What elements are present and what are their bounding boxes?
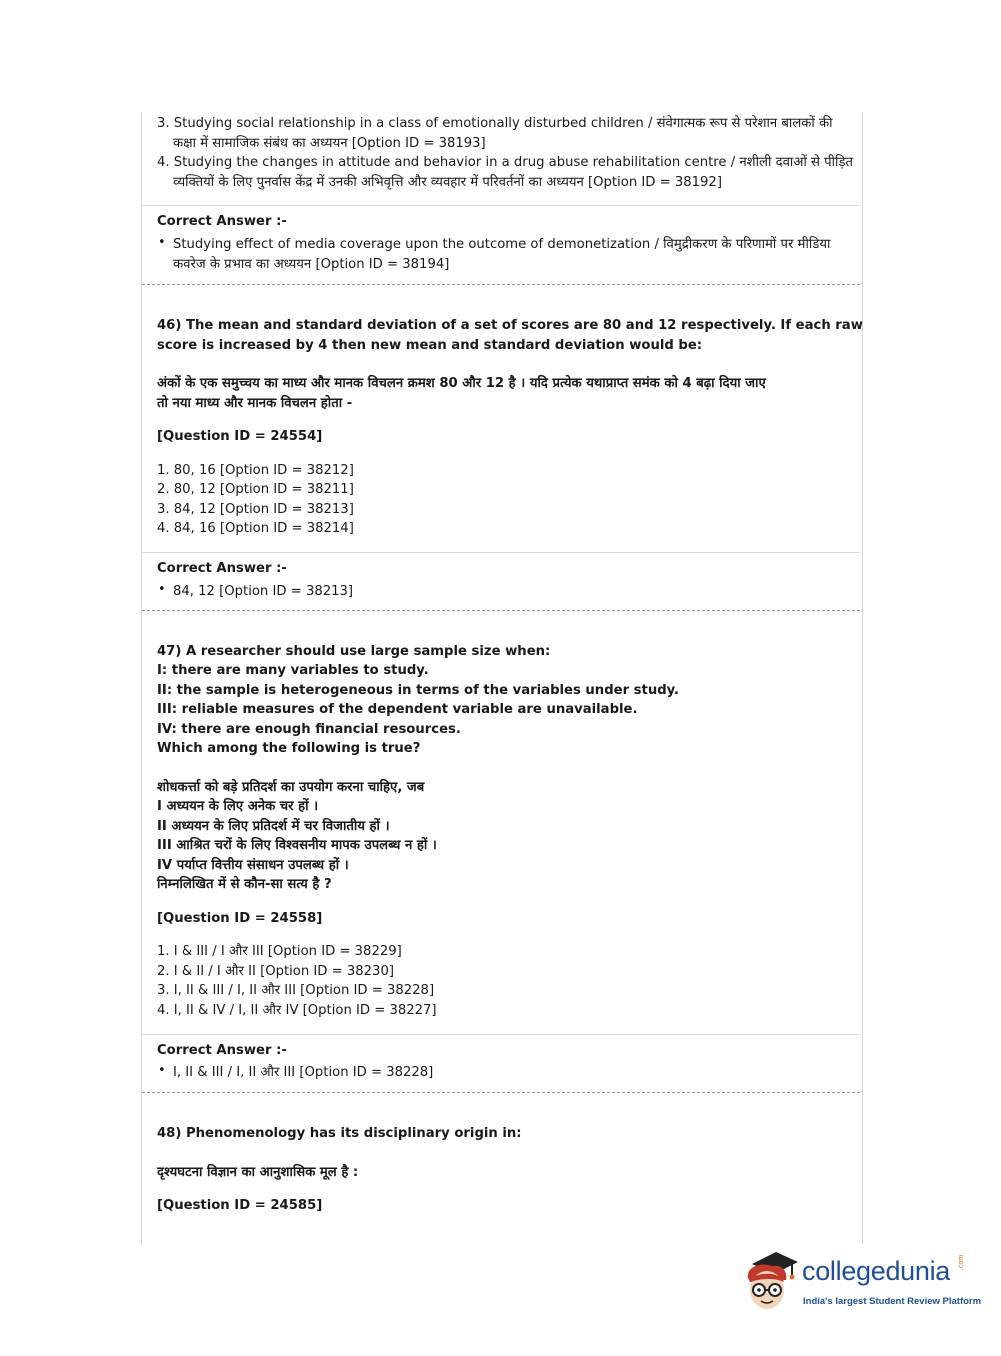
q47-question-en-line1: 47) A researcher should use large sample size when: (157, 644, 551, 659)
divider (142, 1034, 860, 1035)
q48-question-id: [Question ID = 24585] (157, 1198, 323, 1213)
q46-question-hi-line2: तो नया माध्य और मानक विचलन होता - (157, 396, 353, 411)
bullet-icon: • (158, 235, 166, 250)
q46-option-4: 4. 84, 16 [Option ID = 38214] (157, 521, 354, 536)
q45-correct-line2: कवरेज के प्रभाव का अध्ययन [Option ID = 38194] (173, 257, 450, 272)
q46-option-3: 3. 84, 12 [Option ID = 38213] (157, 502, 354, 517)
divider (142, 205, 860, 206)
q47-option-4: 4. I, II & IV / I, II और IV [Option ID = 38227] (157, 1003, 437, 1018)
q46-question-hi-line1: अंकों के एक समुच्चय का माध्य और मानक विचलन क्रमश 80 और 12 है । यदि प्रत्येक यथाप्राप्त समंक को 4 बढ़ा दिया जाए (157, 376, 766, 391)
q47-option-3: 3. I, II & III / I, II और III [Option ID = 38228] (157, 983, 435, 998)
q45-option-4-line1: 4. Studying the changes in attitude and behavior in a drug abuse rehabilitation centre / नशीली दवाओं से पीड़ित (157, 155, 854, 170)
logo-tagline: India's largest Student Review Platform (803, 1296, 982, 1307)
q45-correct-label: Correct Answer :- (157, 214, 287, 229)
divider (142, 552, 860, 553)
q46-question-en-line2: score is increased by 4 then new mean and standard deviation would be: (157, 338, 703, 353)
q47-question-hi-line2: I अध्ययन के लिए अनेक चर हों । (157, 799, 319, 814)
q47-question-en-line4: III: reliable measures of the dependent variable are unavailable. (157, 702, 638, 717)
q45-option-4-line2: व्यक्तियों के लिए पुनर्वास केंद्र में उनकी अभिवृत्ति और व्यवहार में परिवर्तनों का अध्ययन [Option ID = 38192] (173, 175, 722, 190)
logo-domain-suffix: .com (958, 1254, 965, 1270)
q47-question-hi-line3: II अध्ययन के लिए प्रतिदर्श में चर विजातीय हों । (157, 819, 390, 834)
q47-question-en-line3: II: the sample is heterogeneous in terms of the variables under study. (157, 683, 680, 698)
q47-correct-label: Correct Answer :- (157, 1043, 287, 1058)
question-separator (142, 284, 860, 285)
q47-question-en-line6: Which among the following is true? (157, 741, 421, 756)
q47-option-2: 2. I & II / I और II [Option ID = 38230] (157, 964, 394, 979)
q46-option-2: 2. 80, 12 [Option ID = 38211] (157, 482, 354, 497)
q46-correct-label: Correct Answer :- (157, 561, 287, 576)
q47-question-hi-line1: शोधकर्त्ता को बड़े प्रतिदर्श का उपयोग करना चाहिए, जब (157, 780, 425, 795)
q48-question-hi: दृश्यघटना विज्ञान का आनुशासिक मूल है : (157, 1165, 359, 1180)
logo-wordmark: collegedunia (802, 1256, 951, 1286)
q46-question-id: [Question ID = 24554] (157, 429, 323, 444)
q46-question-en-line1: 46) The mean and standard deviation of a set of scores are 80 and 12 respectively. If each raw (157, 318, 863, 333)
q47-option-1: 1. I & III / I और III [Option ID = 38229] (157, 944, 402, 959)
q47-question-en-line5: IV: there are enough financial resources. (157, 722, 461, 737)
q47-question-id: [Question ID = 24558] (157, 911, 323, 926)
q46-correct-answer: 84, 12 [Option ID = 38213] (173, 584, 354, 599)
q45-option-3-line1: 3. Studying social relationship in a class of emotionally disturbed children / संवेगात्मक रूप से परेशान बालकों की (157, 116, 833, 131)
q47-question-en-line2: I: there are many variables to study. (157, 663, 429, 678)
q47-question-hi-line6: निम्नलिखित में से कौन-सा सत्य है ? (157, 877, 332, 892)
question-separator (142, 610, 860, 611)
collegedunia-logo[interactable] (742, 1248, 982, 1318)
q47-question-hi-line5: IV पर्याप्त वित्तीय संसाधन उपलब्ध हों । (157, 858, 349, 873)
q45-correct-line1: Studying effect of media coverage upon the outcome of demonetization / विमुद्रीकरण के परिणामों पर मीडिया (173, 237, 831, 252)
q47-question-hi-line4: III आश्रित चरों के लिए विश्वसनीय मापक उपलब्ध न हों । (157, 838, 437, 853)
bullet-icon: • (158, 582, 166, 597)
q47-correct-answer: I, II & III / I, II और III [Option ID = 38228] (173, 1065, 434, 1080)
q46-option-1: 1. 80, 16 [Option ID = 38212] (157, 463, 354, 478)
q48-question-en: 48) Phenomenology has its disciplinary origin in: (157, 1126, 522, 1141)
q45-option-3-line2: कक्षा में सामाजिक संबंध का अध्ययन [Option ID = 38193] (173, 136, 486, 151)
bullet-icon: • (158, 1063, 166, 1078)
student-mascot-icon (742, 1248, 802, 1314)
question-separator (142, 1092, 860, 1093)
